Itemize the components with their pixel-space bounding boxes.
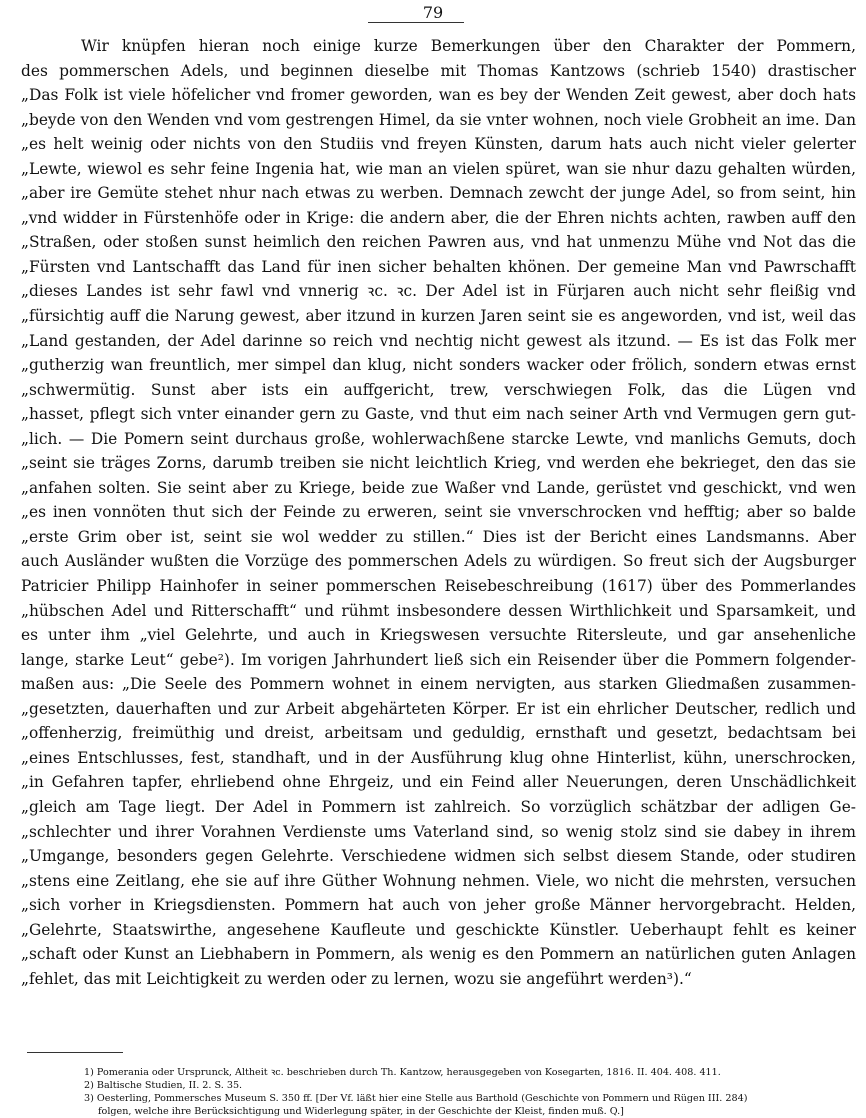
text-line: „hasset, pflegt sich vnter einander gern zu Gaste, vnd thut eim nach seiner Arth vnd Vermugen gern gut- <box>21 405 856 424</box>
footnote: 2) Baltische Studien, II. 2. S. 35. <box>84 1080 243 1091</box>
text-line: „schaft oder Kunst an Liebhabern in Pommern, als wenig es den Pommern an natürlichen guten Anlagen <box>21 945 856 964</box>
text-line: „Gelehrte, Staatswirthe, angesehene Kaufleute und geschickte Künstler. Ueberhaupt fehlt es keiner <box>21 920 856 939</box>
text-line: „seint sie träges Zorns, darumb treiben sie nicht leichtlich Krieg, vnd werden ehe bekrieget, den das sie <box>21 454 856 473</box>
text-line: „fürsichtig auff die Narung gewest, aber itzund in kurzen Jaren seint sie es angeworden, vnd ist, weil das <box>21 307 856 326</box>
footnote-rule <box>27 1052 123 1053</box>
footnote: 3) Oesterling, Pommersches Museum S. 350 ff. [Der Vf. läßt hier eine Stelle aus Barthold (Geschichte von Pommern und Rügen III. 284) <box>84 1093 748 1104</box>
text-line: „Fürsten vnd Lantschafft das Land für inen sicher behalten khönen. Der gemeine Man vnd Pawrschafft <box>21 257 856 276</box>
text-line: „hübschen Adel und Ritterschafft“ und rühmt insbesondere dessen Wirthlichkeit und Sparsamkeit, und <box>21 601 856 620</box>
text-line: „Lewte, wiewol es sehr feine Ingenia hat, wie man an vielen spüret, wan sie nhur dazu gehalten würden, <box>21 159 856 178</box>
text-line: „aber ire Gemüte stehet nhur nach etwas zu werben. Demnach zewcht der junge Adel, so from seint, hin <box>21 184 856 203</box>
text-line: maßen aus: „Die Seele des Pommern wohnet in einem nervigten, aus starken Gliedmaßen zusammen- <box>21 675 856 694</box>
text-line: „es inen vonnöten thut sich der Feinde zu erweren, seint sie vnverschrocken vnd hefftig; aber so balde <box>21 503 856 522</box>
text-line: „vnd widder in Fürstenhöfe oder in Krige: die andern aber, die der Ehren nichts achten, rawben auff den <box>21 208 856 227</box>
text-line: des pommerschen Adels, und beginnen dieselbe mit Thomas Kantzows (schrieb 1540) drastischer <box>21 61 856 80</box>
text-line: Patricier Philipp Hainhofer in seiner pommerschen Reisebeschreibung (1617) über des Pommerlandes <box>21 577 856 596</box>
text-line: „lich. — Die Pomern seint durchaus große, wohlerwachßene starcke Lewte, vnd manlichs Gemuts, doch <box>21 429 856 448</box>
footnote: 1) Pomerania oder Ursprunck, Altheit ꝛc. beschrieben durch Th. Kantzow, herausgegeben von Kosegarten, 1816. II. 404. 408. 411. <box>84 1067 721 1078</box>
text-line: „gesetzten, dauerhaften und zur Arbeit abgehärteten Körper. Er ist ein ehrlicher Deutscher, redlich und <box>21 699 856 718</box>
page-number: 79 <box>422 3 444 22</box>
text-line: „beyde von den Wenden vnd vom gestrengen Himel, da sie vnter wohnen, noch viele Grobheit an ime. Dan <box>21 110 856 129</box>
text-line: „eines Entschlusses, fest, standhaft, und in der Ausführung klug ohne Hinterlist, kühn, unerschrocken, <box>21 748 856 767</box>
text-line: „offenherzig, freimüthig und dreist, arbeitsam und geduldig, ernsthaft und gesetzt, bedachtsam bei <box>21 724 856 743</box>
text-line: es unter ihm „viel Gelehrte, und auch in Kriegswesen versuchte Ritersleute, und gar ansehenliche <box>21 626 856 645</box>
text-line: Wir knüpfen hieran noch einige kurze Bemerkungen über den Charakter der Pommern, <box>81 37 856 55</box>
text-line: „in Gefahren tapfer, ehrliebend ohne Ehrgeiz, und ein Feind aller Neuerungen, deren Unschädlichkeit <box>21 773 856 792</box>
text-line: „dieses Landes ist sehr fawl vnd vnnerig ꝛc. ꝛc. Der Adel ist in Fürjaren auch nicht sehr fleißig vnd <box>21 282 856 301</box>
text-line: „sich vorher in Kriegsdiensten. Pommern hat auch von jeher große Männer hervorgebracht. Helden, <box>21 896 856 915</box>
text-line: „es helt weinig oder nichts von den Studiis vnd freyen Künsten, darum hats auch nicht vieler gelerter <box>21 135 856 154</box>
text-line: „gutherzig wan freuntlich, mer simpel dan klug, nicht sonders wacker oder frölich, sondern etwas ernst <box>21 356 856 375</box>
text-line: „schwermütig. Sunst aber ists ein auffgericht, trew, verschwiegen Folk, das die Lügen vnd <box>21 380 856 399</box>
text-line: „Land gestanden, der Adel darinne so reich vnd nechtig nicht gewest als itzund. — Es ist das Folk mer <box>21 331 856 350</box>
body-text <box>21 34 856 991</box>
text-line: „gleich am Tage liegt. Der Adel in Pommern ist zahlreich. So vorzüglich schätzbar der adligen Ge- <box>21 797 856 816</box>
text-line: „schlechter und ihrer Vorahnen Verdienste ums Vaterland sind, so wenig stolz sind sie dabey in ihrem <box>21 822 856 841</box>
text-line: auch Ausländer wußten die Vorzüge des pommerschen Adels zu würdigen. So freut sich der Augsburger <box>21 552 856 571</box>
footnotes <box>84 1066 856 1118</box>
footnote: folgen, welche ihre Berücksichtigung und Widerlegung später, in der Geschichte der Kleist, finden muß. Q.] <box>98 1106 624 1117</box>
header-rule <box>368 22 464 23</box>
text-line: lange, starke Leut“ gebe²). Im vorigen Jahrhundert ließ sich ein Reisender über die Pommern folgender- <box>21 650 856 669</box>
text-line: „Umgange, besonders gegen Gelehrte. Verschiedene widmen sich selbst diesem Stande, oder studiren <box>21 847 856 866</box>
text-line: „Das Folk ist viele höfelicher vnd fromer geworden, wan es bey der Wenden Zeit gewest, aber doch hats <box>21 86 856 105</box>
text-line: „fehlet, das mit Leichtigkeit zu werden oder zu lernen, wozu sie angeführt werden³).“ <box>21 969 692 988</box>
text-line: „anfahen solten. Sie seint aber zu Kriege, beide zue Waßer vnd Lande, gerüstet vnd geschickt, vnd wen <box>21 478 856 497</box>
text-line: „stens eine Zeitlang, ehe sie auf ihre Güther Wohnung nehmen. Viele, wo nicht die mehrsten, versuchen <box>21 871 856 890</box>
text-line: „Straßen, oder stoßen sunst heimlich den reichen Pawren aus, vnd hat unmenzu Mühe vnd Not das die <box>21 233 856 252</box>
text-line: „erste Grim ober ist, seint sie wol wedder zu stillen.“ Dies ist der Bericht eines Landsmanns. Aber <box>21 527 856 546</box>
